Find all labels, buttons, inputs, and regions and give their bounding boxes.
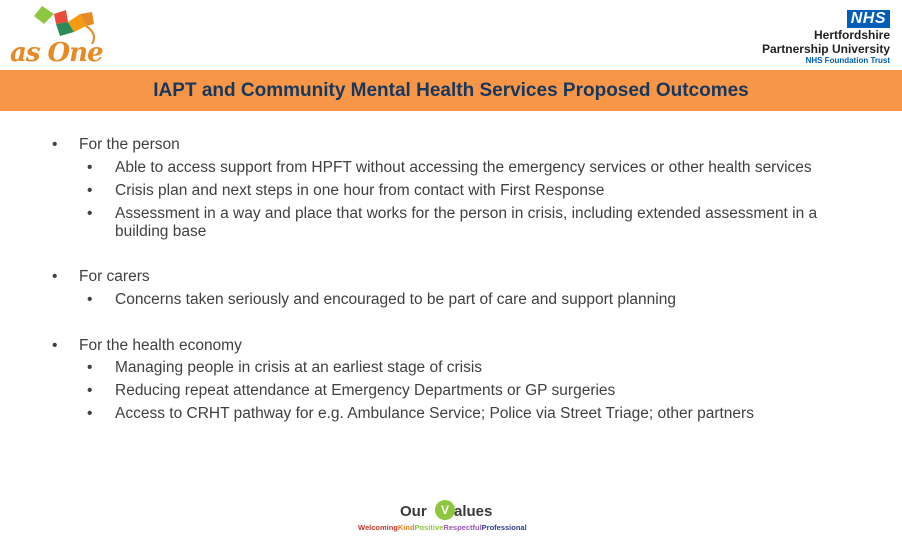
nhs-logo	[762, 10, 890, 66]
bullet: •	[87, 382, 93, 399]
page-title: IAPT and Community Mental Health Services Proposed Outcomes	[153, 79, 749, 101]
bullet: •	[87, 182, 93, 199]
value-kind: Kind	[397, 523, 415, 532]
section-carers	[52, 268, 852, 309]
bullet: •	[87, 405, 93, 422]
section-person	[52, 136, 852, 241]
section-heading: For the person	[79, 136, 180, 153]
list-item	[83, 359, 852, 377]
our-values-word-values: alues	[454, 503, 493, 520]
asone-logo	[8, 4, 108, 66]
section-heading: For the health economy	[79, 337, 242, 354]
list-item	[83, 291, 852, 309]
values-tagline	[358, 523, 527, 532]
bullet: •	[87, 159, 93, 176]
org-name-line3: NHS Foundation Trust	[805, 56, 890, 65]
our-values-word-our: Our	[400, 503, 427, 520]
list-item	[83, 382, 852, 400]
org-name-line2: Partnership University	[761, 42, 890, 56]
section-health-economy	[52, 337, 852, 423]
list-item-text: Able to access support from HPFT without accessing the emergency services or other health services	[115, 159, 812, 176]
value-professional: Professional	[481, 523, 527, 532]
value-respectful: Respectful	[443, 523, 482, 532]
value-positive: Positive	[414, 523, 444, 532]
bullet: •	[87, 359, 93, 376]
list-item	[83, 205, 852, 241]
bullet: •	[52, 136, 58, 153]
our-values-logo	[358, 500, 544, 536]
title-bar	[0, 70, 902, 111]
list-item-text: Assessment in a way and place that works for the person in crisis, including extended assessment in a building base	[115, 205, 818, 240]
bullet: •	[87, 291, 93, 308]
outcomes-list	[52, 136, 852, 423]
bullet: •	[52, 337, 58, 354]
check-icon: V	[435, 500, 455, 520]
section-heading: For carers	[79, 268, 150, 285]
bullet: •	[87, 205, 93, 222]
list-item-text: Managing people in crisis at an earliest stage of crisis	[115, 359, 483, 376]
list-item	[83, 182, 852, 200]
value-welcoming: Welcoming	[358, 523, 398, 532]
list-item	[83, 159, 852, 177]
list-item-text: Crisis plan and next steps in one hour from contact with First Response	[115, 182, 605, 199]
list-item	[83, 405, 852, 423]
bullet: •	[52, 268, 58, 285]
nhs-badge: NHS	[847, 10, 890, 28]
list-item-text: Access to CRHT pathway for e.g. Ambulance Service; Police via Street Triage; other partners	[115, 405, 754, 422]
list-item-text: Concerns taken seriously and encouraged to be part of care and support planning	[115, 291, 676, 308]
org-name-line1: Hertfordshire	[813, 28, 890, 42]
asone-wordmark: as One	[10, 38, 103, 68]
list-item-text: Reducing repeat attendance at Emergency Departments or GP surgeries	[115, 382, 616, 399]
